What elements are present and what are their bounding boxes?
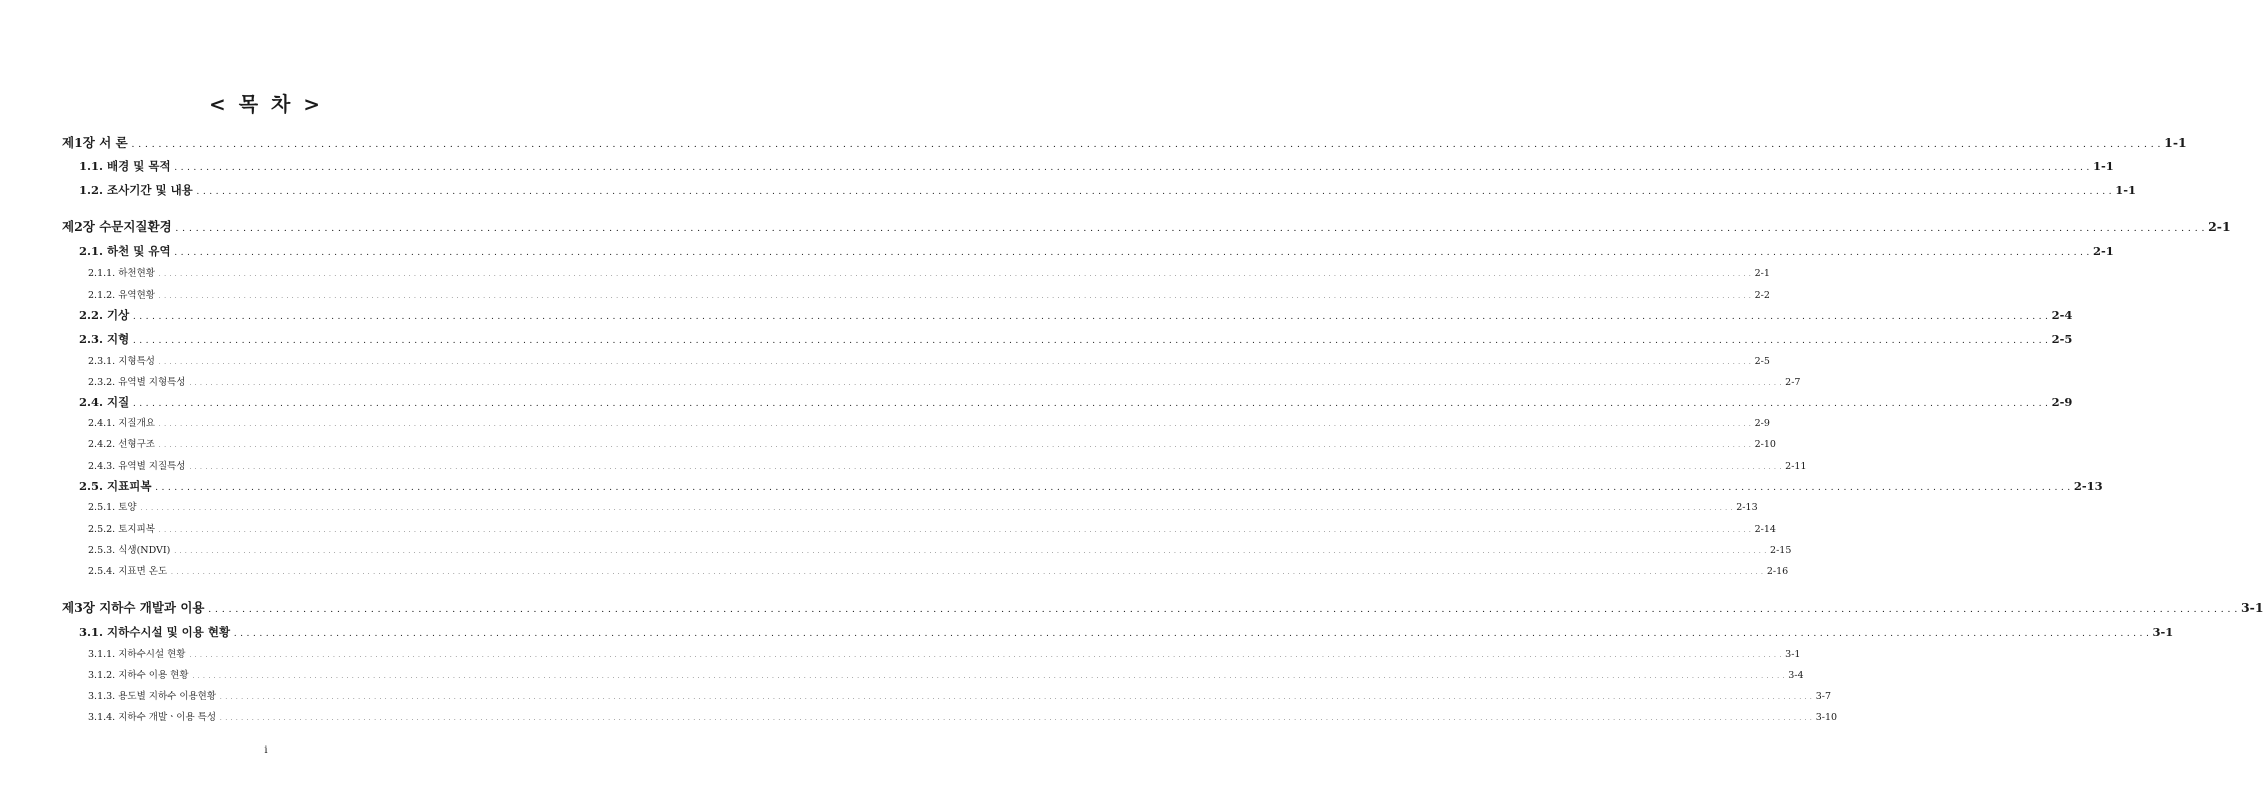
toc-entry-label: 2.2. 기상	[79, 308, 130, 322]
toc-entry	[62, 133, 2187, 151]
dot-leader: . . . . . . . . . . . . . . . . . . . . . . . . . . . . . . . . . . . . . . . . . . . . . . . . . . . . . . . . . . . . . . . . . . . . . . . . . . . . . . . . . . . . . . . . . . . . . . . . . . . . . . . . . . . . . . . . . . . . . . . . . . . . . . . . . . . . . . . . . . . . . . . . . . . . . . . . . . . . . . . . . . . . . . . . . . . . . . . . . . . . . . . . . . . . . . . . . . . . . . . . . . . . . . . . . . . . . . . . . . . . . . . . . . . . . . . . . . . . . . . . . . . . . . . . . . . . . . . . . . . . . . . . . . . . . . . . . . . . . . . . . . . . . . . . . . . . . . . . . . . .	[133, 314, 2049, 321]
toc-entry-page: 2-5	[1754, 356, 1770, 367]
toc-entry-page: 3-10	[1815, 712, 1838, 723]
toc-entry-page: 2-11	[1785, 461, 1807, 472]
page-number: i	[264, 745, 268, 756]
toc-entry-label: 2.3.1. 지형특성	[88, 356, 155, 367]
toc-entry-page: 2-1	[2208, 219, 2231, 234]
toc-entry-label: 2.5. 지표피복	[79, 479, 152, 493]
dot-leader: . . . . . . . . . . . . . . . . . . . . . . . . . . . . . . . . . . . . . . . . . . . . . . . . . . . . . . . . . . . . . . . . . . . . . . . . . . . . . . . . . . . . . . . . . . . . . . . . . . . . . . . . . . . . . . . . . . . . . . . . . . . . . . . . . . . . . . . . . . . . . . . . . . . . . . . . . . . . . . . . . . . . . . . . . . . . . . . . . . . . . . . . . . . . . . . . . . . . . . . . . . . . . . . . . . . . . . . . . . . . . . . . . . . . . . . . . . . . . . . . . . . . . . . . . . . . . . . . . . . . . . . . . . . . . . . . . . . . . . . . . . . . . . . . . . . . . . . . . . . .	[174, 165, 2090, 172]
dot-leader: . . . . . . . . . . . . . . . . . . . . . . . . . . . . . . . . . . . . . . . . . . . . . . . . . . . . . . . . . . . . . . . . . . . . . . . . . . . . . . . . . . . . . . . . . . . . . . . . . . . . . . . . . . . . . . . . . . . . . . . . . . . . . . . . . . . . . . . . . . . . . . . . . . . . . . . . . . . . . . . . . . . . . . . . . . . . . . . . . . . . . . . . . . . . . . . . . . . . . . . . . . . . . . . . . . . . . . . . . . . . . . . . . . . . . . . . . . . . . . . . . . . . . . . . . . . . . . . . . . . . . . . . . . . . . . . . . . . . . . . . . . . . . . . . . . . . . . . . . . . .	[158, 294, 1752, 300]
dot-leader: . . . . . . . . . . . . . . . . . . . . . . . . . . . . . . . . . . . . . . . . . . . . . . . . . . . . . . . . . . . . . . . . . . . . . . . . . . . . . . . . . . . . . . . . . . . . . . . . . . . . . . . . . . . . . . . . . . . . . . . . . . . . . . . . . . . . . . . . . . . . . . . . . . . . . . . . . . . . . . . . . . . . . . . . . . . . . . . . . . . . . . . . . . . . . . . . . . . . . . . . . . . . . . . . . . . . . . . . . . . . . . . . . . . . . . . . . . . . . . . . . . . . . . . . . . . . . . . . . . . . . . . . . . . . . . . . . . . . . . . . . . . . . . . . . . . . . . . . . . . .	[174, 549, 1768, 555]
dot-leader: . . . . . . . . . . . . . . . . . . . . . . . . . . . . . . . . . . . . . . . . . . . . . . . . . . . . . . . . . . . . . . . . . . . . . . . . . . . . . . . . . . . . . . . . . . . . . . . . . . . . . . . . . . . . . . . . . . . . . . . . . . . . . . . . . . . . . . . . . . . . . . . . . . . . . . . . . . . . . . . . . . . . . . . . . . . . . . . . . . . . . . . . . . . . . . . . . . . . . . . . . . . . . . . . . . . . . . . . . . . . . . . . . . . . . . . . . . . . . . . . . . . . . . . . . . . . . . . . . . . . . . . . . . . . . . . . . . . . . . . . . . . . . . . . . . . . . . . . . . . .	[158, 528, 1752, 534]
toc-entry-label: 1.1. 배경 및 목적	[79, 159, 171, 173]
toc-entry	[79, 331, 2073, 347]
toc-entry-label: 2.1.2. 유역현황	[88, 290, 155, 301]
toc-entry	[79, 307, 2073, 323]
toc-entry	[88, 436, 1776, 450]
toc-entry-label: 3.1. 지하수시설 및 이용 현황	[79, 625, 231, 639]
toc-entry-page: 2-2	[1754, 290, 1770, 301]
toc-entry	[79, 158, 2114, 174]
dot-leader: . . . . . . . . . . . . . . . . . . . . . . . . . . . . . . . . . . . . . . . . . . . . . . . . . . . . . . . . . . . . . . . . . . . . . . . . . . . . . . . . . . . . . . . . . . . . . . . . . . . . . . . . . . . . . . . . . . . . . . . . . . . . . . . . . . . . . . . . . . . . . . . . . . . . . . . . . . . . . . . . . . . . . . . . . . . . . . . . . . . . . . . . . . . . . . . . . . . . . . . . . . . . . . . . . . . . . . . . . . . . . . . . . . . . . . . . . . . . . . . . . . . . . . . . . . . . . . . . . . . . . . . . . . . . . . . . . . . . . . . . . . . . . . . . . . . . . . . . . . . .	[158, 422, 1752, 428]
dot-leader: . . . . . . . . . . . . . . . . . . . . . . . . . . . . . . . . . . . . . . . . . . . . . . . . . . . . . . . . . . . . . . . . . . . . . . . . . . . . . . . . . . . . . . . . . . . . . . . . . . . . . . . . . . . . . . . . . . . . . . . . . . . . . . . . . . . . . . . . . . . . . . . . . . . . . . . . . . . . . . . . . . . . . . . . . . . . . . . . . . . . . . . . . . . . . . . . . . . . . . . . . . . . . . . . . . . . . . . . . . . . . . . . . . . . . . . . . . . . . . . . . . . . . . . . . . . . . . . . . . . . . . . . . . . . . . . . . . . . . . . . . . . . . . . . . . . . . . . . . . . .	[131, 141, 2162, 149]
toc-entry-page: 3-1	[2152, 625, 2174, 639]
toc-entry-page: 3-1	[1785, 649, 1801, 660]
toc-entry-page: 3-1	[2240, 600, 2264, 615]
dot-leader: . . . . . . . . . . . . . . . . . . . . . . . . . . . . . . . . . . . . . . . . . . . . . . . . . . . . . . . . . . . . . . . . . . . . . . . . . . . . . . . . . . . . . . . . . . . . . . . . . . . . . . . . . . . . . . . . . . . . . . . . . . . . . . . . . . . . . . . . . . . . . . . . . . . . . . . . . . . . . . . . . . . . . . . . . . . . . . . . . . . . . . . . . . . . . . . . . . . . . . . . . . . . . . . . . . . . . . . . . . . . . . . . . . . . . . . . . . . . . . . . . . . . . . . . . . . . . . . . . . . . . . . . . . . . . . . . . . . . . . . . . . . . . . . . . . . . . . . . . . . .	[208, 606, 2238, 614]
toc-entry-label: 2.1. 하천 및 유역	[79, 244, 171, 258]
toc-entry-page: 2-1	[1754, 268, 1770, 279]
toc-entry	[88, 688, 1832, 702]
toc-entry-page: 1-1	[2115, 183, 2136, 197]
toc-entry-label: 제1장 서 론	[62, 135, 128, 150]
dot-leader: . . . . . . . . . . . . . . . . . . . . . . . . . . . . . . . . . . . . . . . . . . . . . . . . . . . . . . . . . . . . . . . . . . . . . . . . . . . . . . . . . . . . . . . . . . . . . . . . . . . . . . . . . . . . . . . . . . . . . . . . . . . . . . . . . . . . . . . . . . . . . . . . . . . . . . . . . . . . . . . . . . . . . . . . . . . . . . . . . . . . . . . . . . . . . . . . . . . . . . . . . . . . . . . . . . . . . . . . . . . . . . . . . . . . . . . . . . . . . . . . . . . . . . . . . . . . . . . . . . . . . . . . . . . . . . . . . . . . . . . . . . . . . . . . . . . . . . . . . . . .	[196, 189, 2113, 196]
dot-leader: . . . . . . . . . . . . . . . . . . . . . . . . . . . . . . . . . . . . . . . . . . . . . . . . . . . . . . . . . . . . . . . . . . . . . . . . . . . . . . . . . . . . . . . . . . . . . . . . . . . . . . . . . . . . . . . . . . . . . . . . . . . . . . . . . . . . . . . . . . . . . . . . . . . . . . . . . . . . . . . . . . . . . . . . . . . . . . . . . . . . . . . . . . . . . . . . . . . . . . . . . . . . . . . . . . . . . . . . . . . . . . . . . . . . . . . . . . . . . . . . . . . . . . . . . . . . . . . . . . . . . . . . . . . . . . . . . . . . . . . . . . . . . . . . . . . . . . . . . . . .	[158, 443, 1752, 449]
toc-entry-label: 3.1.2. 지하수 이용 현황	[88, 670, 189, 681]
toc-entry-page: 2-9	[2051, 395, 2073, 409]
toc-entry-label: 2.3.2. 유역별 지형특성	[88, 377, 186, 388]
dot-leader: . . . . . . . . . . . . . . . . . . . . . . . . . . . . . . . . . . . . . . . . . . . . . . . . . . . . . . . . . . . . . . . . . . . . . . . . . . . . . . . . . . . . . . . . . . . . . . . . . . . . . . . . . . . . . . . . . . . . . . . . . . . . . . . . . . . . . . . . . . . . . . . . . . . . . . . . . . . . . . . . . . . . . . . . . . . . . . . . . . . . . . . . . . . . . . . . . . . . . . . . . . . . . . . . . . . . . . . . . . . . . . . . . . . . . . . . . . . . . . . . . . . . . . . . . . . . . . . . . . . . . . . . . . . . . . . . . . . . . . . . . . . . . . . . . . . . . . . . . . . .	[234, 631, 2150, 638]
dot-leader: . . . . . . . . . . . . . . . . . . . . . . . . . . . . . . . . . . . . . . . . . . . . . . . . . . . . . . . . . . . . . . . . . . . . . . . . . . . . . . . . . . . . . . . . . . . . . . . . . . . . . . . . . . . . . . . . . . . . . . . . . . . . . . . . . . . . . . . . . . . . . . . . . . . . . . . . . . . . . . . . . . . . . . . . . . . . . . . . . . . . . . . . . . . . . . . . . . . . . . . . . . . . . . . . . . . . . . . . . . . . . . . . . . . . . . . . . . . . . . . . . . . . . . . . . . . . . . . . . . . . . . . . . . . . . . . . . . . . . . . . . . . . . . . . . . . . . . . . . . . .	[155, 485, 2071, 492]
toc-entry	[88, 499, 1758, 513]
toc-entry-label: 2.3. 지형	[79, 332, 130, 346]
dot-leader: . . . . . . . . . . . . . . . . . . . . . . . . . . . . . . . . . . . . . . . . . . . . . . . . . . . . . . . . . . . . . . . . . . . . . . . . . . . . . . . . . . . . . . . . . . . . . . . . . . . . . . . . . . . . . . . . . . . . . . . . . . . . . . . . . . . . . . . . . . . . . . . . . . . . . . . . . . . . . . . . . . . . . . . . . . . . . . . . . . . . . . . . . . . . . . . . . . . . . . . . . . . . . . . . . . . . . . . . . . . . . . . . . . . . . . . . . . . . . . . . . . . . . . . . . . . . . . . . . . . . . . . . . . . . . . . . . . . . . . . . . . . . . . . . . . . . . . . . . . . .	[158, 272, 1752, 278]
toc-entry	[79, 243, 2114, 259]
toc-entry	[88, 542, 1792, 556]
dot-leader: . . . . . . . . . . . . . . . . . . . . . . . . . . . . . . . . . . . . . . . . . . . . . . . . . . . . . . . . . . . . . . . . . . . . . . . . . . . . . . . . . . . . . . . . . . . . . . . . . . . . . . . . . . . . . . . . . . . . . . . . . . . . . . . . . . . . . . . . . . . . . . . . . . . . . . . . . . . . . . . . . . . . . . . . . . . . . . . . . . . . . . . . . . . . . . . . . . . . . . . . . . . . . . . . . . . . . . . . . . . . . . . . . . . . . . . . . . . . . . . . . . . . . . . . . . . . . . . . . . . . . . . . . . . . . . . . . . . . . . . . . . . . . . . . . . . . . . . . . . . .	[189, 381, 1783, 387]
dot-leader: . . . . . . . . . . . . . . . . . . . . . . . . . . . . . . . . . . . . . . . . . . . . . . . . . . . . . . . . . . . . . . . . . . . . . . . . . . . . . . . . . . . . . . . . . . . . . . . . . . . . . . . . . . . . . . . . . . . . . . . . . . . . . . . . . . . . . . . . . . . . . . . . . . . . . . . . . . . . . . . . . . . . . . . . . . . . . . . . . . . . . . . . . . . . . . . . . . . . . . . . . . . . . . . . . . . . . . . . . . . . . . . . . . . . . . . . . . . . . . . . . . . . . . . . . . . . . . . . . . . . . . . . . . . . . . . . . . . . . . . . . . . . . . . . . . . . . . . . . . . .	[189, 465, 1783, 471]
toc-entry-page: 2-15	[1770, 545, 1792, 556]
toc-entry-label: 2.5.2. 토지피복	[88, 524, 155, 535]
dot-leader: . . . . . . . . . . . . . . . . . . . . . . . . . . . . . . . . . . . . . . . . . . . . . . . . . . . . . . . . . . . . . . . . . . . . . . . . . . . . . . . . . . . . . . . . . . . . . . . . . . . . . . . . . . . . . . . . . . . . . . . . . . . . . . . . . . . . . . . . . . . . . . . . . . . . . . . . . . . . . . . . . . . . . . . . . . . . . . . . . . . . . . . . . . . . . . . . . . . . . . . . . . . . . . . . . . . . . . . . . . . . . . . . . . . . . . . . . . . . . . . . . . . . . . . . . . . . . . . . . . . . . . . . . . . . . . . . . . . . . . . . . . . . . . . . . . . . . . . . . . . .	[189, 653, 1783, 659]
toc-entry-label: 2.4.2. 선형구조	[88, 439, 155, 450]
dot-leader: . . . . . . . . . . . . . . . . . . . . . . . . . . . . . . . . . . . . . . . . . . . . . . . . . . . . . . . . . . . . . . . . . . . . . . . . . . . . . . . . . . . . . . . . . . . . . . . . . . . . . . . . . . . . . . . . . . . . . . . . . . . . . . . . . . . . . . . . . . . . . . . . . . . . . . . . . . . . . . . . . . . . . . . . . . . . . . . . . . . . . . . . . . . . . . . . . . . . . . . . . . . . . . . . . . . . . . . . . . . . . . . . . . . . . . . . . . . . . . . . . . . . . . . . . . . . . . . . . . . . . . . . . . . . . . . . . . . . . . . . . . . . . . . . . . . . . . . . . . . .	[220, 716, 1813, 722]
toc-entry	[79, 182, 2136, 198]
toc-entry	[62, 217, 2231, 235]
dot-leader: . . . . . . . . . . . . . . . . . . . . . . . . . . . . . . . . . . . . . . . . . . . . . . . . . . . . . . . . . . . . . . . . . . . . . . . . . . . . . . . . . . . . . . . . . . . . . . . . . . . . . . . . . . . . . . . . . . . . . . . . . . . . . . . . . . . . . . . . . . . . . . . . . . . . . . . . . . . . . . . . . . . . . . . . . . . . . . . . . . . . . . . . . . . . . . . . . . . . . . . . . . . . . . . . . . . . . . . . . . . . . . . . . . . . . . . . . . . . . . . . . . . . . . . . . . . . . . . . . . . . . . . . . . . . . . . . . . . . . . . . . . . . . . . . . . . . . . . . . . . .	[175, 225, 2206, 233]
toc-entry-page: 2-1	[2092, 244, 2114, 258]
toc-entry-page: 3-4	[1788, 670, 1804, 681]
toc-entry	[88, 563, 1789, 577]
toc-entry-label: 2.5.3. 식생(NDVI)	[88, 545, 171, 556]
toc-entry-label: 3.1.1. 지하수시설 현황	[88, 649, 186, 660]
toc-entry-page: 1-1	[2164, 135, 2187, 150]
toc-entry-page: 2-13	[2073, 479, 2103, 493]
dot-leader: . . . . . . . . . . . . . . . . . . . . . . . . . . . . . . . . . . . . . . . . . . . . . . . . . . . . . . . . . . . . . . . . . . . . . . . . . . . . . . . . . . . . . . . . . . . . . . . . . . . . . . . . . . . . . . . . . . . . . . . . . . . . . . . . . . . . . . . . . . . . . . . . . . . . . . . . . . . . . . . . . . . . . . . . . . . . . . . . . . . . . . . . . . . . . . . . . . . . . . . . . . . . . . . . . . . . . . . . . . . . . . . . . . . . . . . . . . . . . . . . . . . . . . . . . . . . . . . . . . . . . . . . . . . . . . . . . . . . . . . . . . . . . . . . . . . . . . . . . . . .	[192, 674, 1786, 680]
dot-leader: . . . . . . . . . . . . . . . . . . . . . . . . . . . . . . . . . . . . . . . . . . . . . . . . . . . . . . . . . . . . . . . . . . . . . . . . . . . . . . . . . . . . . . . . . . . . . . . . . . . . . . . . . . . . . . . . . . . . . . . . . . . . . . . . . . . . . . . . . . . . . . . . . . . . . . . . . . . . . . . . . . . . . . . . . . . . . . . . . . . . . . . . . . . . . . . . . . . . . . . . . . . . . . . . . . . . . . . . . . . . . . . . . . . . . . . . . . . . . . . . . . . . . . . . . . . . . . . . . . . . . . . . . . . . . . . . . . . . . . . . . . . . . . . . . . . . . . . . . . . .	[158, 360, 1752, 366]
toc-entry-page: 1-1	[2092, 159, 2114, 173]
toc-entry	[88, 353, 1770, 367]
toc-entry-page: 2-14	[1754, 524, 1776, 535]
toc-entry-page: 2-13	[1736, 502, 1758, 513]
toc-entry-label: 2.5.1. 토양	[88, 502, 137, 513]
toc-entry-label: 2.5.4. 지표면 온도	[88, 566, 168, 577]
toc-entry-label: 2.4. 지질	[79, 395, 130, 409]
toc-entry	[88, 415, 1770, 429]
toc-entry-page: 2-7	[1785, 377, 1801, 388]
toc-entry-page: 2-16	[1766, 566, 1789, 577]
toc-entry	[88, 458, 1807, 472]
toc-entry-label: 제2장 수문지질환경	[62, 219, 172, 234]
toc-entry-label: 1.2. 조사기간 및 내용	[79, 183, 193, 197]
toc-entry	[88, 374, 1801, 388]
toc-entry-label: 2.4.1. 지질개요	[88, 418, 155, 429]
toc-entry-page: 2-10	[1754, 439, 1776, 450]
toc-entry	[79, 478, 2103, 494]
dot-leader: . . . . . . . . . . . . . . . . . . . . . . . . . . . . . . . . . . . . . . . . . . . . . . . . . . . . . . . . . . . . . . . . . . . . . . . . . . . . . . . . . . . . . . . . . . . . . . . . . . . . . . . . . . . . . . . . . . . . . . . . . . . . . . . . . . . . . . . . . . . . . . . . . . . . . . . . . . . . . . . . . . . . . . . . . . . . . . . . . . . . . . . . . . . . . . . . . . . . . . . . . . . . . . . . . . . . . . . . . . . . . . . . . . . . . . . . . . . . . . . . . . . . . . . . . . . . . . . . . . . . . . . . . . . . . . . . . . . . . . . . . . . . . . . . . . . . . . . . . . . .	[133, 338, 2049, 345]
toc-entry	[88, 521, 1776, 535]
toc-entry-page: 2-4	[2051, 308, 2073, 322]
dot-leader: . . . . . . . . . . . . . . . . . . . . . . . . . . . . . . . . . . . . . . . . . . . . . . . . . . . . . . . . . . . . . . . . . . . . . . . . . . . . . . . . . . . . . . . . . . . . . . . . . . . . . . . . . . . . . . . . . . . . . . . . . . . . . . . . . . . . . . . . . . . . . . . . . . . . . . . . . . . . . . . . . . . . . . . . . . . . . . . . . . . . . . . . . . . . . . . . . . . . . . . . . . . . . . . . . . . . . . . . . . . . . . . . . . . . . . . . . . . . . . . . . . . . . . . . . . . . . . . . . . . . . . . . . . . . . . . . . . . . . . . . . . . . . . . . . . . . . . . . . . . .	[171, 570, 1764, 576]
dot-leader: . . . . . . . . . . . . . . . . . . . . . . . . . . . . . . . . . . . . . . . . . . . . . . . . . . . . . . . . . . . . . . . . . . . . . . . . . . . . . . . . . . . . . . . . . . . . . . . . . . . . . . . . . . . . . . . . . . . . . . . . . . . . . . . . . . . . . . . . . . . . . . . . . . . . . . . . . . . . . . . . . . . . . . . . . . . . . . . . . . . . . . . . . . . . . . . . . . . . . . . . . . . . . . . . . . . . . . . . . . . . . . . . . . . . . . . . . . . . . . . . . . . . . . . . . . . . . . . . . . . . . . . . . . . . . . . . . . . . . . . . . . . . . . . . . . . . . . . . . . . .	[133, 401, 2049, 408]
toc-entry	[88, 265, 1770, 279]
page-title: < 목 차 >	[208, 92, 324, 116]
toc-entry	[88, 709, 1838, 723]
toc-entry	[62, 598, 2264, 616]
toc-entry-page: 2-5	[2051, 332, 2073, 346]
toc-entry	[88, 667, 1804, 681]
toc-entry-label: 3.1.4. 지하수 개발ㆍ이용 특성	[88, 712, 217, 723]
toc-entry-label: 2.1.1. 하천현황	[88, 268, 155, 279]
toc-entry-page: 2-9	[1754, 418, 1770, 429]
dot-leader: . . . . . . . . . . . . . . . . . . . . . . . . . . . . . . . . . . . . . . . . . . . . . . . . . . . . . . . . . . . . . . . . . . . . . . . . . . . . . . . . . . . . . . . . . . . . . . . . . . . . . . . . . . . . . . . . . . . . . . . . . . . . . . . . . . . . . . . . . . . . . . . . . . . . . . . . . . . . . . . . . . . . . . . . . . . . . . . . . . . . . . . . . . . . . . . . . . . . . . . . . . . . . . . . . . . . . . . . . . . . . . . . . . . . . . . . . . . . . . . . . . . . . . . . . . . . . . . . . . . . . . . . . . . . . . . . . . . . . . . . . . . . . . . . . . . . . . . . . . . .	[140, 506, 1734, 512]
toc-entry-label: 제3장 지하수 개발과 이용	[62, 600, 205, 615]
toc-entry-label: 3.1.3. 용도별 지하수 이용현황	[88, 691, 217, 702]
dot-leader: . . . . . . . . . . . . . . . . . . . . . . . . . . . . . . . . . . . . . . . . . . . . . . . . . . . . . . . . . . . . . . . . . . . . . . . . . . . . . . . . . . . . . . . . . . . . . . . . . . . . . . . . . . . . . . . . . . . . . . . . . . . . . . . . . . . . . . . . . . . . . . . . . . . . . . . . . . . . . . . . . . . . . . . . . . . . . . . . . . . . . . . . . . . . . . . . . . . . . . . . . . . . . . . . . . . . . . . . . . . . . . . . . . . . . . . . . . . . . . . . . . . . . . . . . . . . . . . . . . . . . . . . . . . . . . . . . . . . . . . . . . . . . . . . . . . . . . . . . . . .	[220, 695, 1813, 701]
toc-entry	[79, 394, 2073, 410]
toc-entry	[88, 646, 1801, 660]
toc-entry-label: 2.4.3. 유역별 지질특성	[88, 461, 186, 472]
dot-leader: . . . . . . . . . . . . . . . . . . . . . . . . . . . . . . . . . . . . . . . . . . . . . . . . . . . . . . . . . . . . . . . . . . . . . . . . . . . . . . . . . . . . . . . . . . . . . . . . . . . . . . . . . . . . . . . . . . . . . . . . . . . . . . . . . . . . . . . . . . . . . . . . . . . . . . . . . . . . . . . . . . . . . . . . . . . . . . . . . . . . . . . . . . . . . . . . . . . . . . . . . . . . . . . . . . . . . . . . . . . . . . . . . . . . . . . . . . . . . . . . . . . . . . . . . . . . . . . . . . . . . . . . . . . . . . . . . . . . . . . . . . . . . . . . . . . . . . . . . . . .	[174, 250, 2090, 257]
toc-entry	[88, 287, 1770, 301]
toc-entry-page: 3-7	[1815, 691, 1832, 702]
toc-entry	[79, 624, 2174, 640]
